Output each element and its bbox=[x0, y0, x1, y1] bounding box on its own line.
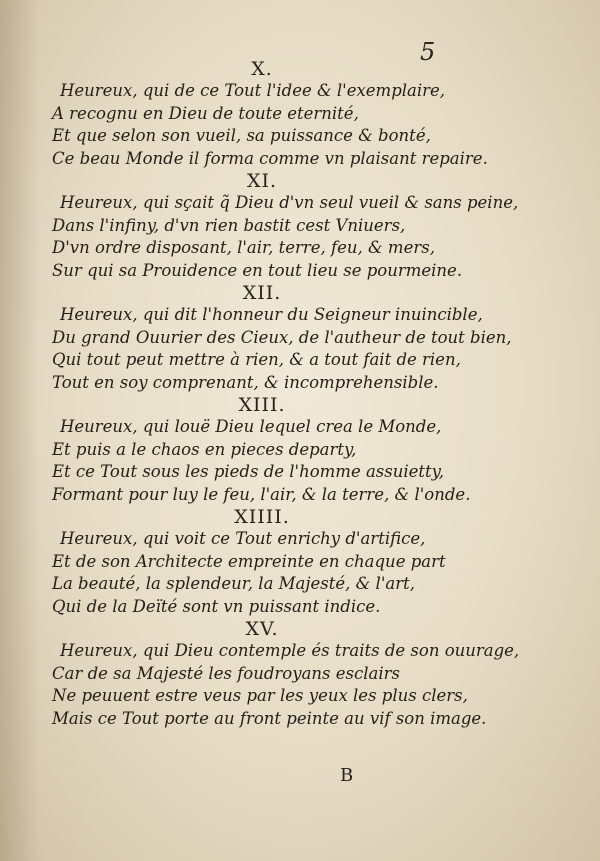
verse-line: Tout en soy comprenant, & incomprehensible. bbox=[52, 372, 439, 392]
stanza-numeral: XIIII. bbox=[234, 506, 290, 528]
verse-line: A recognu en Dieu de toute eternité, bbox=[52, 103, 359, 123]
verse-line: Qui tout peut mettre à rien, & a tout fait de rien, bbox=[52, 350, 461, 369]
stanza bbox=[52, 170, 519, 282]
verse-line: Mais ce Tout porte au front peinte au vif son image. bbox=[52, 708, 487, 728]
verse-line: Heureux, qui de ce Tout l'idee & l'exemplaire, bbox=[60, 81, 446, 100]
verse-line: Qui de la Deïté sont vn puissant indice. bbox=[52, 596, 381, 616]
verse-line: Formant pour luy le feu, l'air, & la terre, & l'onde. bbox=[52, 484, 471, 504]
stanza bbox=[52, 58, 488, 170]
verse-line: Heureux, qui sçait q̃ Dieu d'vn seul vueil & sans peine, bbox=[60, 193, 519, 212]
stanza-numeral: XI. bbox=[246, 170, 278, 192]
verse-line: La beauté, la splendeur, la Majesté, & l'art, bbox=[52, 574, 415, 593]
verse-line: Car de sa Majesté les foudroyans esclairs bbox=[52, 663, 400, 683]
verse-line: Heureux, qui Dieu contemple és traits de son ouurage, bbox=[60, 641, 520, 660]
signature-mark: B bbox=[340, 765, 354, 786]
stanza bbox=[52, 282, 512, 394]
verse-line: Heureux, qui voit ce Tout enrichy d'artifice, bbox=[60, 529, 426, 548]
verse-line: Et que selon son vueil, sa puissance & bonté, bbox=[52, 126, 431, 145]
verse-line: Ne peuuent estre veus par les yeux les plus clers, bbox=[52, 686, 468, 705]
verse-line: Et de son Architecte empreinte en chaque part bbox=[52, 551, 446, 571]
verse-line: Heureux, qui louë Dieu lequel crea le Monde, bbox=[60, 417, 442, 436]
verse-line: Sur qui sa Prouidence en tout lieu se pourmeine. bbox=[52, 260, 463, 280]
stanza bbox=[52, 394, 472, 506]
stanza-numeral: XII. bbox=[242, 282, 282, 304]
page-edge-shadow bbox=[0, 0, 40, 861]
stanza-numeral: XV. bbox=[245, 618, 279, 640]
poem-body bbox=[52, 58, 520, 730]
verse-line: Ce beau Monde il forma comme vn plaisant repaire. bbox=[52, 148, 488, 168]
stanza bbox=[52, 618, 520, 730]
stanza-numeral: X. bbox=[251, 58, 273, 80]
stanza bbox=[52, 506, 472, 618]
verse-line: Et ce Tout sous les pieds de l'homme assuietty, bbox=[52, 462, 445, 481]
verse-line: Du grand Ouurier des Cieux, de l'autheur de tout bien, bbox=[52, 327, 512, 347]
verse-line: D'vn ordre disposant, l'air, terre, feu, & mers, bbox=[52, 238, 435, 257]
verse-line: Dans l'infiny, d'vn rien bastit cest Vniuers, bbox=[52, 215, 406, 235]
verse-line: Et puis a le chaos en pieces departy, bbox=[52, 439, 357, 459]
page-number: 5 bbox=[420, 38, 436, 66]
stanza-numeral: XIII. bbox=[238, 394, 286, 416]
verse-line: Heureux, qui dit l'honneur du Seigneur inuincible, bbox=[60, 305, 483, 324]
